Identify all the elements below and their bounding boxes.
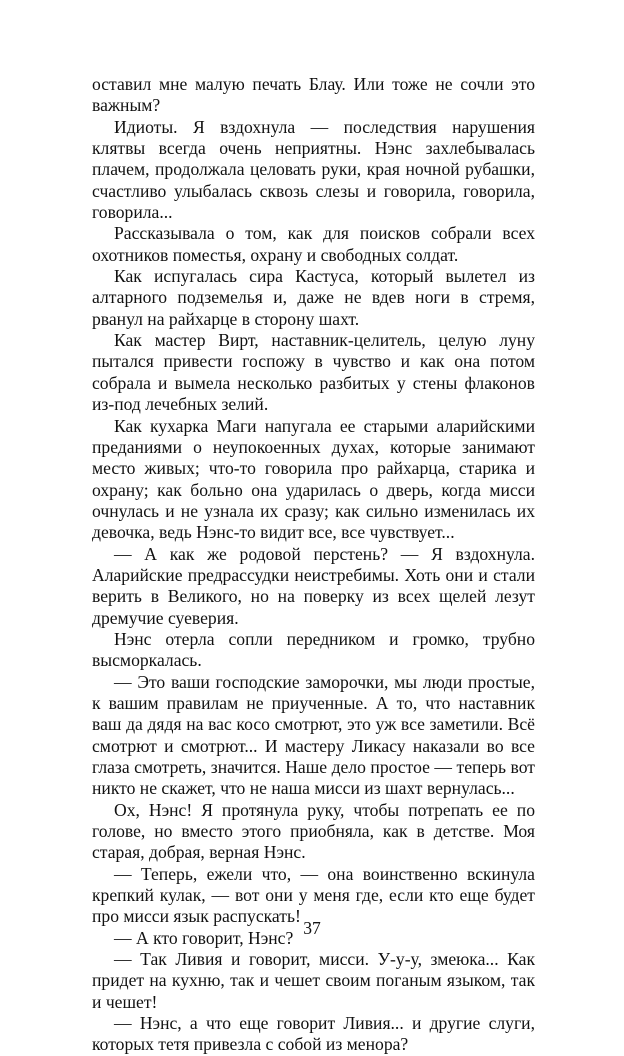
page-number: 37 [303, 918, 321, 938]
paragraph: — А кто говорит, Нэнс? [114, 927, 294, 948]
paragraph: — Это ваши господские заморочки, мы люди простые, к вашим правилам не приученные. А то, что наставник ваш да дядя на вас косо смотрют, это уж все заметили. Всё смотрют и смотрют... И мастеру Ликасу наказали во все глаза смотреть, значится. Наше дело простое — теперь вот никто не скажет, что не наша мисси из шахт вернулась... [92, 671, 535, 799]
paragraph: — Теперь, ежели что, — она воинственно вскинула крепкий кулак, — вот они у меня где, если кто еще будет про мисси язык распускать! [92, 863, 535, 927]
paragraph: Рассказывала о том, как для поисков собрали всех охотников поместья, охрану и свободных солдат. [92, 223, 535, 265]
paragraph: — А как же родовой перстень? — Я вздохнула. Аларийские предрассудки неистребимы. Хоть они и стали верить в Великого, но на поверку из всех щелей лезут дремучие суеверия. [92, 543, 535, 628]
paragraph: Нэнс отерла сопли передником и громко, трубно высморкалась. [92, 628, 535, 671]
paragraph: Идиоты. Я вздохнула — последствия нарушения клятвы всегда очень неприятны. Нэнс захлебывалась плачем, продолжала целовать руки, края ночной рубашки, счастливо улыбалась сквозь слезы и говорила, говорила, говорила... [92, 116, 535, 223]
page-text [92, 74, 535, 1056]
paragraph: Как кухарка Маги напугала ее старыми аларийскими преданиями о неупокоенных духах, которые занимают место живых; что-то говорила про райхарца, старика и охрану; как больно она ударилась о дверь, когда мисси очнулась и не узнала их сразу; как сильно изменилась их девочка, ведь Нэнс-то видит все, все чувствует... [92, 415, 535, 543]
paragraph: — Так Ливия и говорит, мисси. У-у-у, змеюка... Как придет на кухню, так и чешет своим поганым языком, так и чешет! [92, 949, 535, 1012]
paragraph: оставил мне малую печать Блау. Или тоже не сочли это важным? [92, 74, 535, 116]
paragraph: Как испугалась сира Кастуса, который вылетел из алтарного подземелья и, даже не вдев ноги в стремя, рванул на райхарце в сторону шахт. [92, 266, 535, 329]
paragraph: Как мастер Вирт, наставник-целитель, целую луну пытался привести госпожу в чувство и как она потом собрала и вымела несколько разбитых у стены флаконов из-под лечебных зелий. [92, 330, 535, 415]
paragraph: — Нэнс, а что еще говорит Ливия... и другие слуги, которых тетя привезла с собой из менора? [92, 1013, 535, 1055]
paragraph: Ох, Нэнс! Я протянула руку, чтобы потрепать ее по голове, но вместо этого приобняла, как в детстве. Моя старая, добрая, верная Нэнс. [92, 799, 535, 863]
